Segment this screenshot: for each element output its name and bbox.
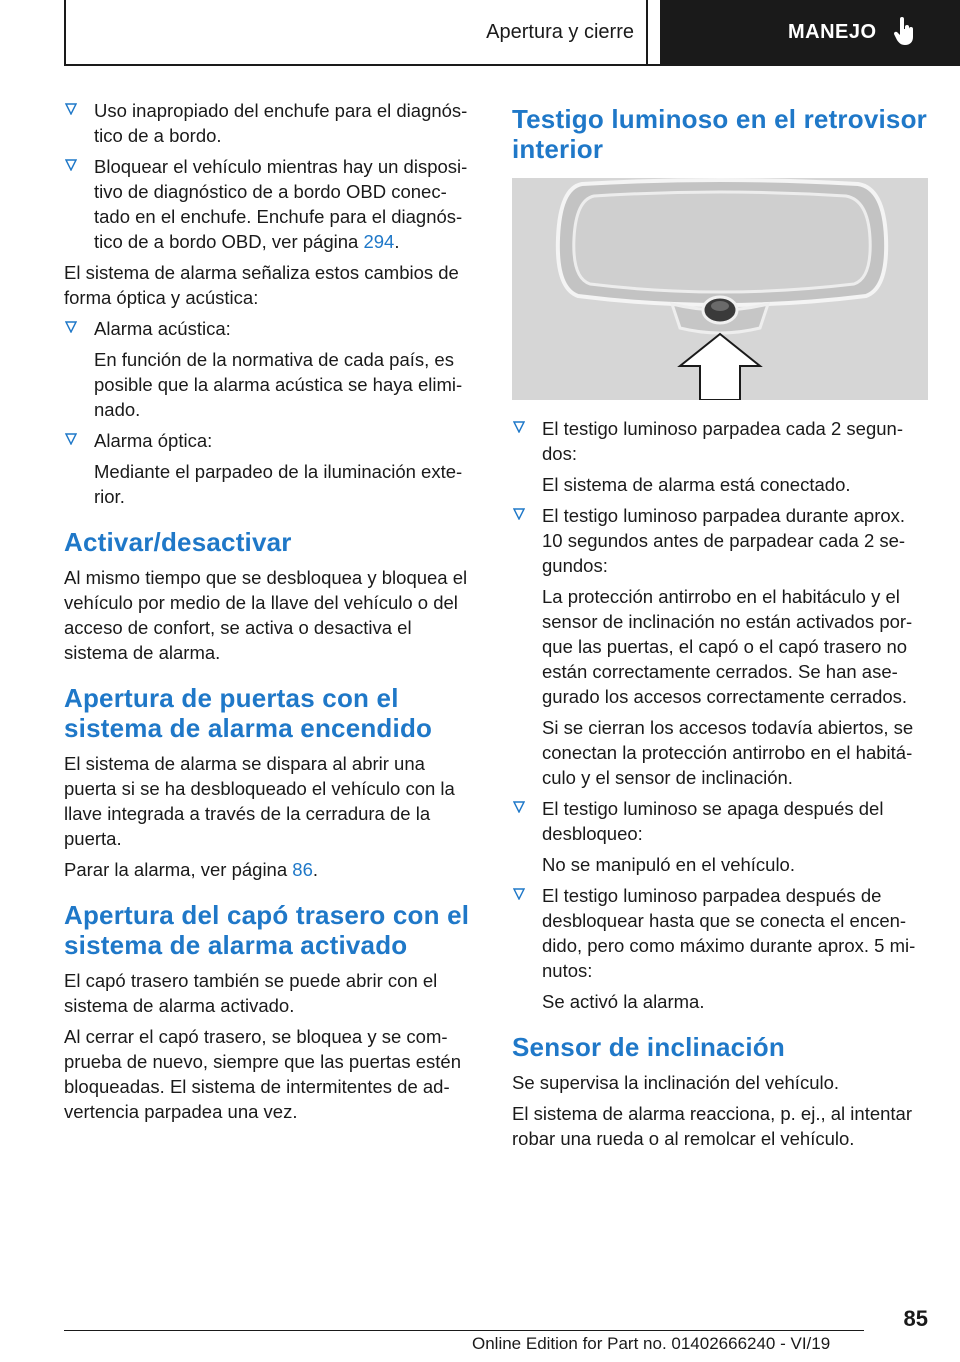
paragraph-trunk-2: Al cerrar el capó trasero, se bloquea y se com- prueba de nuevo, siempre que las puertas estén bloqueadas. El sistema de intermitentes de ad- vertencia parpadea una vez. (64, 1026, 461, 1122)
page-number: 85 (903, 1306, 928, 1331)
triangle-bullet-icon (513, 508, 525, 520)
bullet-title: El testigo luminoso se apaga después del desbloqueo: (542, 798, 884, 844)
triangle-bullet-icon (65, 159, 77, 171)
footer-rule (64, 1330, 864, 1331)
bullet-text: No se manipuló en el vehículo. (542, 854, 795, 875)
bullet-title: El testigo luminoso parpadea durante aprox. 10 segundos antes de parpadear cada 2 se- gundos: (542, 505, 906, 576)
heading-activate: Activar/desactivar (64, 527, 292, 557)
paragraph-doors: El sistema de alarma se dispara al abrir una puerta si se ha desbloqueado el vehículo con la llave integrada a través de la cerradura de la puerta. (64, 753, 455, 849)
bullet-text: Uso inapropiado del enchufe para el diagnós- tico de a bordo. (94, 100, 468, 146)
left-column (64, 98, 474, 1130)
heading-tilt: Sensor de inclinación (512, 1032, 785, 1062)
list-item (512, 796, 928, 877)
paragraph-activate: Al mismo tiempo que se desbloquea y bloquea el vehículo por medio de la llave del vehículo o del acceso de confort, se activa o desactiva el sistema de alarma. (64, 567, 468, 663)
bullet-text: En función de la normativa de cada país, es posible que la alarma acústica se haya elimi- nado. (94, 349, 463, 420)
intro-paragraph: El sistema de alarma señaliza estos cambios de forma óptica y acústica: (64, 262, 459, 308)
triangle-bullet-icon (513, 801, 525, 813)
bullet-text: Bloquear el vehículo mientras hay un disposi- tivo de diagnóstico de a bordo OBD conec- tado en el enchufe. Enchufe para el diagnós- tico de a bordo OBD, ver página 294. (94, 156, 468, 252)
bullet-text: El sistema de alarma está conectado. (542, 474, 851, 495)
list-item (512, 416, 928, 497)
hand-pointer-icon (893, 17, 917, 47)
triangle-bullet-icon (65, 103, 77, 115)
list-item (64, 428, 474, 509)
triangle-bullet-icon (65, 321, 77, 333)
paragraph-tilt-1: Se supervisa la inclinación del vehículo. (512, 1072, 840, 1093)
bullet-title: El testigo luminoso parpadea cada 2 segun- dos: (542, 418, 903, 464)
list-item (512, 503, 928, 790)
mirror-drawing (512, 178, 928, 400)
triangle-bullet-icon (513, 888, 525, 900)
heading-doors: Apertura de puertas con el sistema de alarma encendido (64, 683, 433, 743)
page-link-86[interactable]: 86 (292, 859, 313, 880)
paragraph-stop-alarm: Parar la alarma, ver página 86. (64, 859, 318, 880)
list-item (64, 98, 474, 148)
chapter-title: MANEJO (788, 20, 877, 43)
bullet-title: El testigo luminoso parpadea después de desbloquear hasta que se conecta el encen- dido, pero como máximo durante aprox. 5 mi- nutos: (542, 885, 916, 981)
rearview-mirror-illustration (512, 178, 928, 400)
header-rule (64, 64, 960, 66)
chapter-tab (660, 0, 960, 64)
right-column (512, 98, 928, 1157)
paragraph-trunk-1: El capó trasero también se puede abrir con el sistema de alarma activado. (64, 970, 438, 1016)
triangle-bullet-icon (65, 433, 77, 445)
bullet-title: Alarma acústica: (94, 318, 231, 339)
list-item (512, 883, 928, 1014)
edition-note: Online Edition for Part no. 01402666240 - VI/19 (472, 1334, 831, 1353)
heading-trunk: Apertura del capó trasero con el sistema de alarma activado (64, 900, 470, 960)
bullet-text: Se activó la alarma. (542, 991, 705, 1012)
list-item (64, 154, 474, 254)
section-title: Apertura y cierre (486, 20, 634, 43)
page-link-294[interactable]: 294 (363, 231, 395, 252)
list-item (64, 316, 474, 422)
triangle-bullet-icon (513, 421, 525, 433)
bullet-text: La protección antirrobo en el habitáculo y el sensor de inclinación no están activados por- que las puertas, el capó o el capó trasero no están correctamente cerrados. Se han ase- gurado los accesos correctamente cerrados. (542, 586, 913, 707)
heading-led: Testigo luminoso en el retrovisor interior (512, 104, 927, 164)
paragraph-tilt-2: El sistema de alarma reacciona, p. ej., al intentar robar una rueda o al remolcar el vehículo. (512, 1103, 912, 1149)
bullet-title: Alarma óptica: (94, 430, 213, 451)
bullet-text: Si se cierran los accesos todavía abiertos, se conectan la protección antirrobo en el habitá- culo y el sensor de inclinación. (542, 717, 914, 788)
running-header-section (64, 0, 648, 64)
bullet-text: Mediante el parpadeo de la iluminación exte- rior. (94, 461, 463, 507)
